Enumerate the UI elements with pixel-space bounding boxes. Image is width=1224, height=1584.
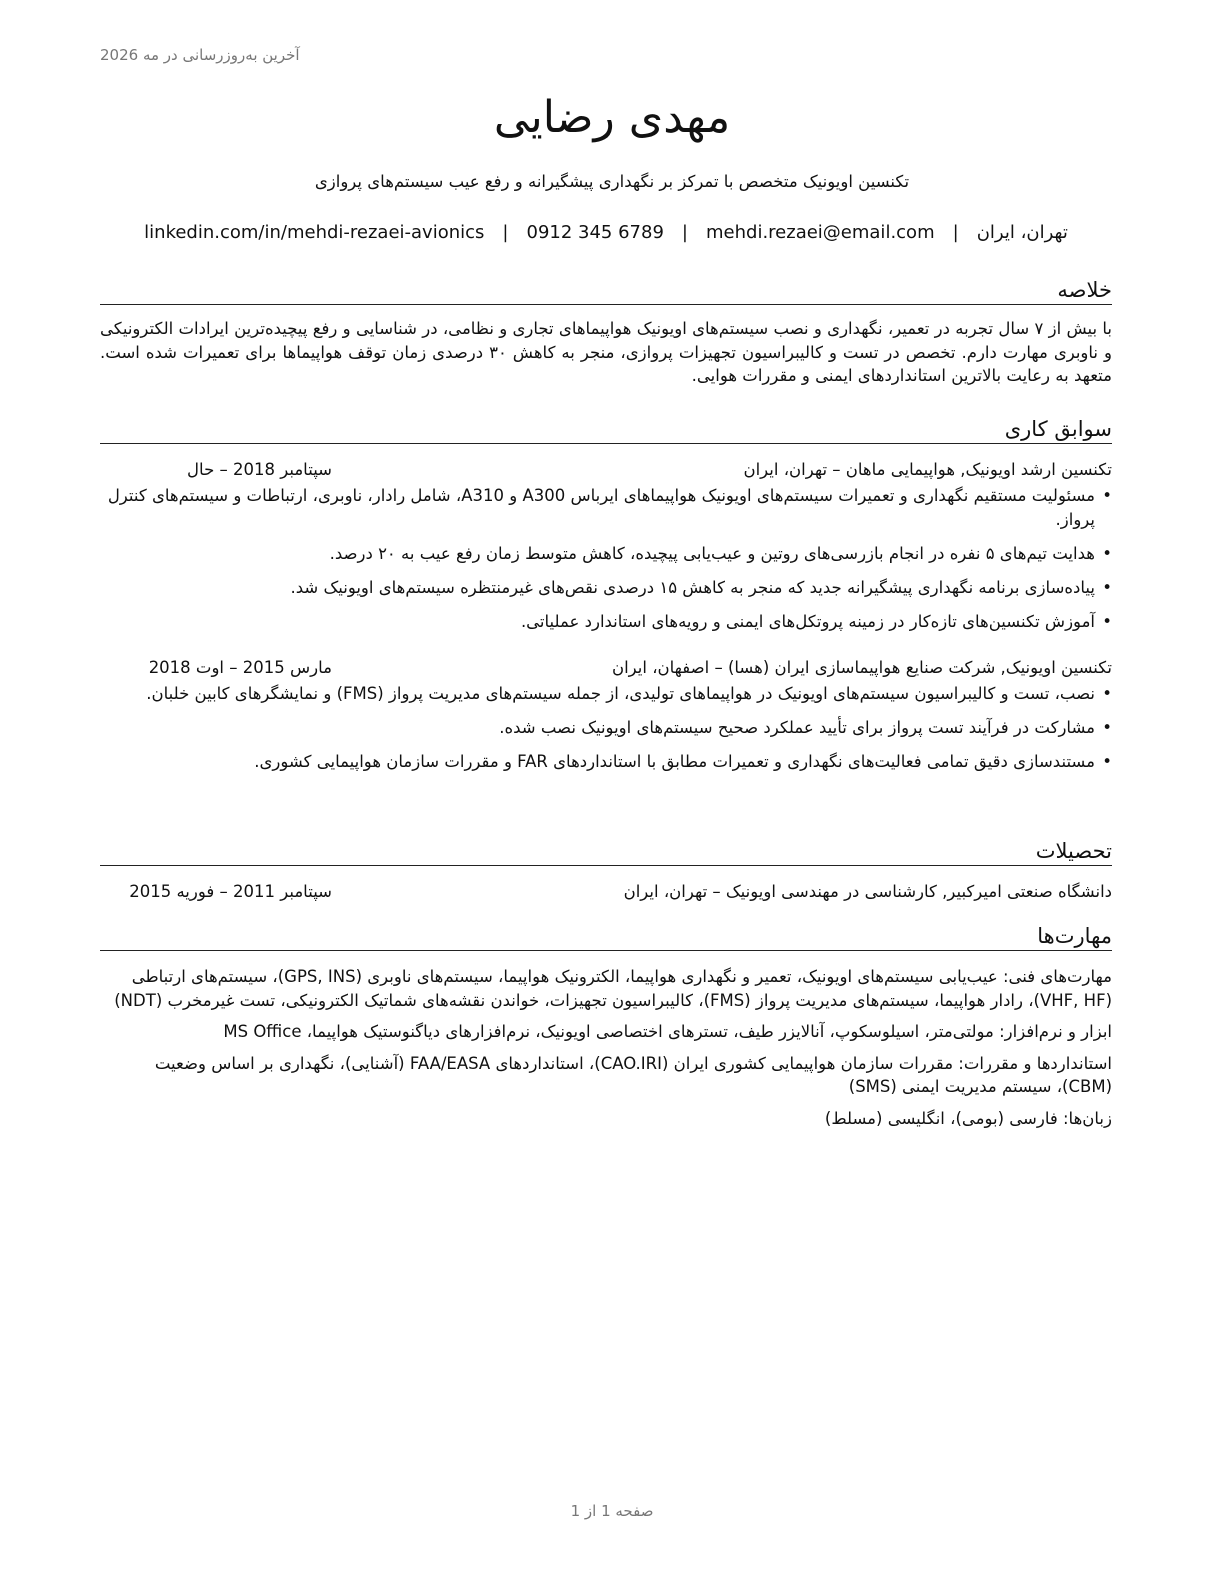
contact-email[interactable]: mehdi.rezaei@email.com bbox=[706, 222, 935, 243]
job-bullet: • آموزش تکنسین‌های تازه‌کار در زمینه پروتکل‌های ایمنی و رویه‌های استاندارد عملیاتی. bbox=[100, 610, 1112, 634]
job-title: تکنسین ارشد اویونیک, هواپیمایی ماهان – تهران، ایران bbox=[743, 460, 1112, 479]
job-bullet: • مستندسازی دقیق تمامی فعالیت‌های نگهداری و تعمیرات مطابق با استانداردهای FAR و مقررات سازمان هواپیمایی کشوری. bbox=[100, 750, 1112, 774]
job-entry bbox=[100, 656, 1112, 774]
section-title: خلاصه bbox=[100, 277, 1112, 305]
person-name: مهدی رضایی bbox=[493, 92, 731, 143]
page-number: صفحه 1 از 1 bbox=[570, 1502, 654, 1520]
education-date: سپتامبر 2011 – فوریه 2015 bbox=[129, 882, 332, 901]
contact-linkedin[interactable]: linkedin.com/in/mehdi-rezaei-avionics bbox=[144, 222, 485, 243]
skill-line: استانداردها و مقررات: مقررات سازمان هواپیمایی کشوری ایران (CAO.IRI)، استانداردهای FAA/EASA (آشنایی)، نگهداری بر اساس وضعیت (CBM)، سیستم مدیریت ایمنی (SMS) bbox=[154, 1053, 1112, 1096]
last-updated: آخرین به‌روزرسانی در مه 2026 bbox=[100, 46, 300, 64]
contact-phone: 0912 345 6789 bbox=[526, 222, 664, 243]
tagline: تکنسین اویونیک متخصص با تمرکز بر نگهداری پیشگیرانه و رفع عیب سیستم‌های پروازی bbox=[314, 172, 910, 191]
contact-separator: | bbox=[681, 222, 688, 243]
section-title: مهارت‌ها bbox=[100, 923, 1112, 951]
job-bullet: • پیاده‌سازی برنامه نگهداری پیشگیرانه جدید که منجر به کاهش ۱۵ درصدی نقص‌های غیرمنتظره سیستم‌های اویونیک شد. bbox=[100, 576, 1112, 600]
contact-location: تهران، ایران bbox=[976, 222, 1068, 243]
education-entry bbox=[100, 880, 1112, 904]
summary-text: با بیش از ۷ سال تجربه در تعمیر، نگهداری و نصب سیستم‌های اویونیک هواپیماهای تجاری و نظامی، در شناسایی و رفع پیچیده‌ترین ایرادات الکترونیکی و ناوبری مهارت دارم. تخصص در تست و کالیبراسیون تجهیزات پروازی، منجر به کاهش ۳۰ درصدی زمان توقف هواپیماها برای تعمیرات شده است. متعهد به رعایت بالاترین استانداردهای ایمنی و مقررات هوایی. bbox=[100, 319, 1112, 385]
job-bullet: • نصب، تست و کالیبراسیون سیستم‌های اویونیک در هواپیماهای تولیدی، از جمله سیستم‌های مدیریت پرواز (FMS) و نمایشگرهای کابین خلبان. bbox=[100, 682, 1112, 706]
education-degree: دانشگاه صنعتی امیرکبیر, کارشناسی در مهندسی اویونیک – تهران، ایران bbox=[623, 882, 1112, 901]
skill-line: ابزار و نرم‌افزار: مولتی‌متر، اسیلوسکوپ، آنالایزر طیف، تسترهای اختصاصی اویونیک، نرم‌افزارهای دیاگنوستیک هواپیما، MS Office bbox=[223, 1022, 1112, 1041]
section-title: سوابق کاری bbox=[100, 416, 1112, 444]
education-section bbox=[100, 838, 1112, 904]
contact-separator: | bbox=[952, 222, 959, 243]
job-title: تکنسین اویونیک, شرکت صنایع هواپیماسازی ایران (هسا) – اصفهان، ایران bbox=[611, 658, 1112, 677]
contact-separator: | bbox=[502, 222, 509, 243]
job-bullet: • مسئولیت مستقیم نگهداری و تعمیرات سیستم‌های اویونیک هواپیماهای ایرباس A300 و A310، شامل رادار، ناوبری، ارتباطات و سیستم‌های کنترل پرواز. bbox=[100, 484, 1112, 532]
skills-section bbox=[100, 923, 1112, 1138]
section-title: تحصیلات bbox=[100, 838, 1112, 866]
contact-line bbox=[100, 222, 1112, 243]
summary-section bbox=[100, 277, 1112, 388]
job-entry bbox=[100, 458, 1112, 634]
job-bullet: • مشارکت در فرآیند تست پرواز برای تأیید عملکرد صحیح سیستم‌های اویونیک نصب شده. bbox=[100, 716, 1112, 740]
experience-section bbox=[100, 416, 1112, 784]
job-date: مارس 2015 – اوت 2018 bbox=[148, 658, 332, 677]
skill-line: مهارت‌های فنی: عیب‌یابی سیستم‌های اویونیک، تعمیر و نگهداری هواپیما، الکترونیک هواپیما، سیستم‌های ناوبری (GPS, INS)، سیستم‌های ارتباطی (VHF, HF)، رادار هواپیما، سیستم‌های مدیریت پرواز (FMS)، کالیبراسیون تجهیزات، خواندن نقشه‌های شماتیک الکترونیکی، تست غیرمخرب (NDT) bbox=[114, 967, 1112, 1010]
job-bullet: • هدایت تیم‌های ۵ نفره در انجام بازرسی‌های روتین و عیب‌یابی پیچیده، کاهش متوسط زمان رفع عیب به ۲۰ درصد. bbox=[100, 542, 1112, 566]
job-date: سپتامبر 2018 – حال bbox=[187, 460, 332, 479]
skill-line: زبان‌ها: فارسی (بومی)، انگلیسی (مسلط) bbox=[824, 1108, 1112, 1128]
